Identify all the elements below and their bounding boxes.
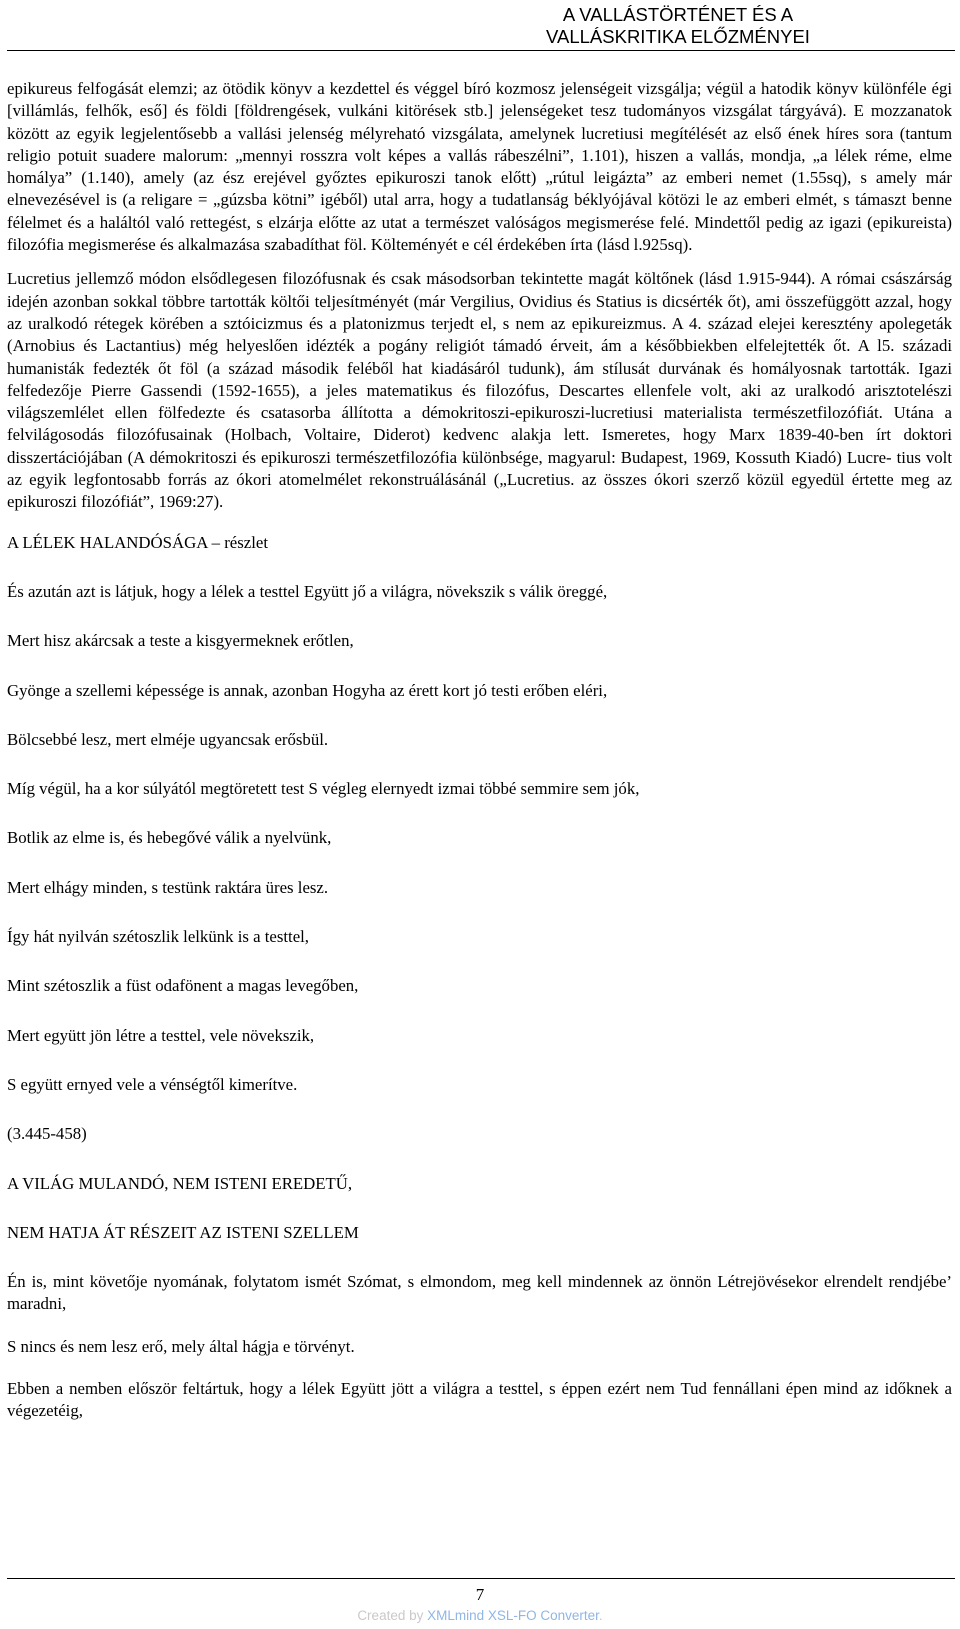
verse-line: Mert hisz akárcsak a teste a kisgyermeknek erőtlen, <box>7 631 354 651</box>
header-divider <box>7 50 955 51</box>
running-header-line-2: VALLÁSKRITIKA ELŐZMÉNYEI <box>546 26 810 47</box>
verse-paragraph: Én is, mint követője nyomának, folytatom ismét Szómat, s elmondom, meg kell mindennek az önnön Létrejövésekor elrendelt rendjébe’ maradni, <box>7 1272 952 1314</box>
verse-line: Gyönge a szellemi képessége is annak, azonban Hogyha az érett kort jó testi erőben eléri, <box>7 680 608 700</box>
verse-line: Mert elhágy minden, s testünk raktára üres lesz. <box>7 877 329 897</box>
verse-line: Bölcsebbé lesz, mert elméje ugyancsak erősbül. <box>7 729 329 749</box>
verse-line: Botlik az elme is, és hebegővé válik a nyelvünk, <box>7 828 332 848</box>
credit-brand-link[interactable]: XMLmind XSL-FO Converter <box>427 1608 599 1623</box>
verse-line: És azután azt is látjuk, hogy a lélek a testtel Együtt jő a világra, növekszik s válik öreggé, <box>7 581 608 601</box>
verse-line: S nincs és nem lesz erő, mely által hágja e törvényt. <box>7 1336 355 1356</box>
running-header-line-1: A VALLÁSTÖRTÉNET ÉS A <box>562 4 794 25</box>
verse-line: Így hát nyilván szétoszlik lelkünk is a testtel, <box>7 927 309 947</box>
footer-divider <box>7 1578 955 1579</box>
verse-paragraph: Ebben a nemben először feltártuk, hogy a lélek Együtt jött a világra a testtel, s éppen ezért nem Tud fennállani épen mind az időknek a végezetéig, <box>7 1378 952 1421</box>
page-number: 7 <box>475 1585 485 1604</box>
verse-line: Mint szétoszlik a füst odafönent a magas levegőben, <box>7 976 359 996</box>
section-heading-world-mortal: A VILÁG MULANDÓ, NEM ISTENI EREDETŰ, <box>7 1173 353 1193</box>
verse-line: S együtt ernyed vele a vénségtől kimerítve. <box>7 1074 298 1094</box>
page-body <box>7 78 952 1443</box>
credit-prefix: Created by <box>357 1608 428 1623</box>
paragraph-1: epikureus felfogását elemzi; az ötödik könyv a kezdettel és véggel bíró kozmosz jelenségeit vizsgálja; végül a hatodik könyv különféle égi [villámlás, felhők, eső] és földi [földrengések, vulkáni kitörések stb.] jelenségeket tesz tudományos vizsgálat tárgyává). E mozzanatok között az egyik legjelentősebb a vallási jelenség mélyreható vizsgálata, amelynek lucretiusi megítélését az első ének híres sora (tantum religio potuit suadere malorum: „mennyi rosszra volt képes a vallás rábeszélni”, 1.101), hiszen a vallás, mondja, „a lélek réme, elme homálya” (1.140), amely (az ész erejével győztes epikuroszi tanok előtt) „rútul leigázta” az emberi nemet (1.55sq), s amely már elnevezésével is (a religare = „gúzsba kötni” igéből) utal arra, hogy a tudatlanság béklyójával kötözi le az emberi elmét, s támaszt benne félelmet és a haláltól való rettegést, s elzárja előtte az utat a természet valóságos megismerése felé. Mindettől pedig az igazi (epikureista) filozófia megismerése és alkalmazása szabadíthat föl. Költeményét e cél érdekében írta (lásd l.925sq). <box>7 79 952 255</box>
verse-line: Míg végül, ha a kor súlyától megtöretett test S végleg elernyedt izmai többé semmire sem jók, <box>7 779 640 799</box>
verse-citation: (3.445-458) <box>7 1124 87 1144</box>
running-header <box>418 4 938 48</box>
converter-credit <box>0 1608 960 1624</box>
section-heading-world-spirit: NEM HATJA ÁT RÉSZEIT AZ ISTENI SZELLEM <box>7 1222 359 1242</box>
verse-line: Mert együtt jön létre a testtel, vele növekszik, <box>7 1025 315 1045</box>
credit-suffix: . <box>598 1608 603 1623</box>
paragraph-2: Lucretius jellemző módon elsődlegesen filozófusnak és csak másodsorban tekintette magát költőnek (lásd 1.915-944). A római császárság idején azonban sokkal többre tartották költői teljesítményét (már Vergilius, Ovidius és Statius is dicsérték őt), ami összefüggött azzal, hogy az uralkodó rétegek körében a sztóicizmus és a platonizmus terjedt el, s nem az epikureizmus. A 4. század elejei keresztény apolegeták (Arnobius és Lactantius) még helyeslően idézték a pogány religiót támadó érveit, ám a későbbiekben elfelejtették őt. A l5. századi humanisták fedezték őt föl (a század második feléből hat kiadásáról tudunk), ám stílusát durvának és homályosnak tartották. Igazi felfedezője Pierre Gassendi (1592-1655), a jeles matematikus és filozófus, Descartes ellenfele volt, aki az uralkodó arisztotelészi világszemlélet ellen fölfedezte és csatasorba állította a démokritoszi-epikuroszi-lucretiusi materialista természetfilozófiát. Utána a felvilágosodás filozófusainak (Holbach, Voltaire, Diderot) kedvenc alakja lett. Ismeretes, hogy Marx 1839-40-ben írt doktori disszertációjában (A démokritoszi és epikuroszi természetfilozófia különbsége, magyarul: Budapest, 1969, Kossuth Kiadó) Lucre- tius volt az egyik legfontosabb forrás az ókori atomelmélet rekonstruálásánál („Lucretius. az összes ókori szerző közül egyedül értette meg az epikuroszi filozófiát”, 1969:27). <box>7 269 952 512</box>
section-heading-soul-mortality: A LÉLEK HALANDÓSÁGA – részlet <box>7 532 269 552</box>
